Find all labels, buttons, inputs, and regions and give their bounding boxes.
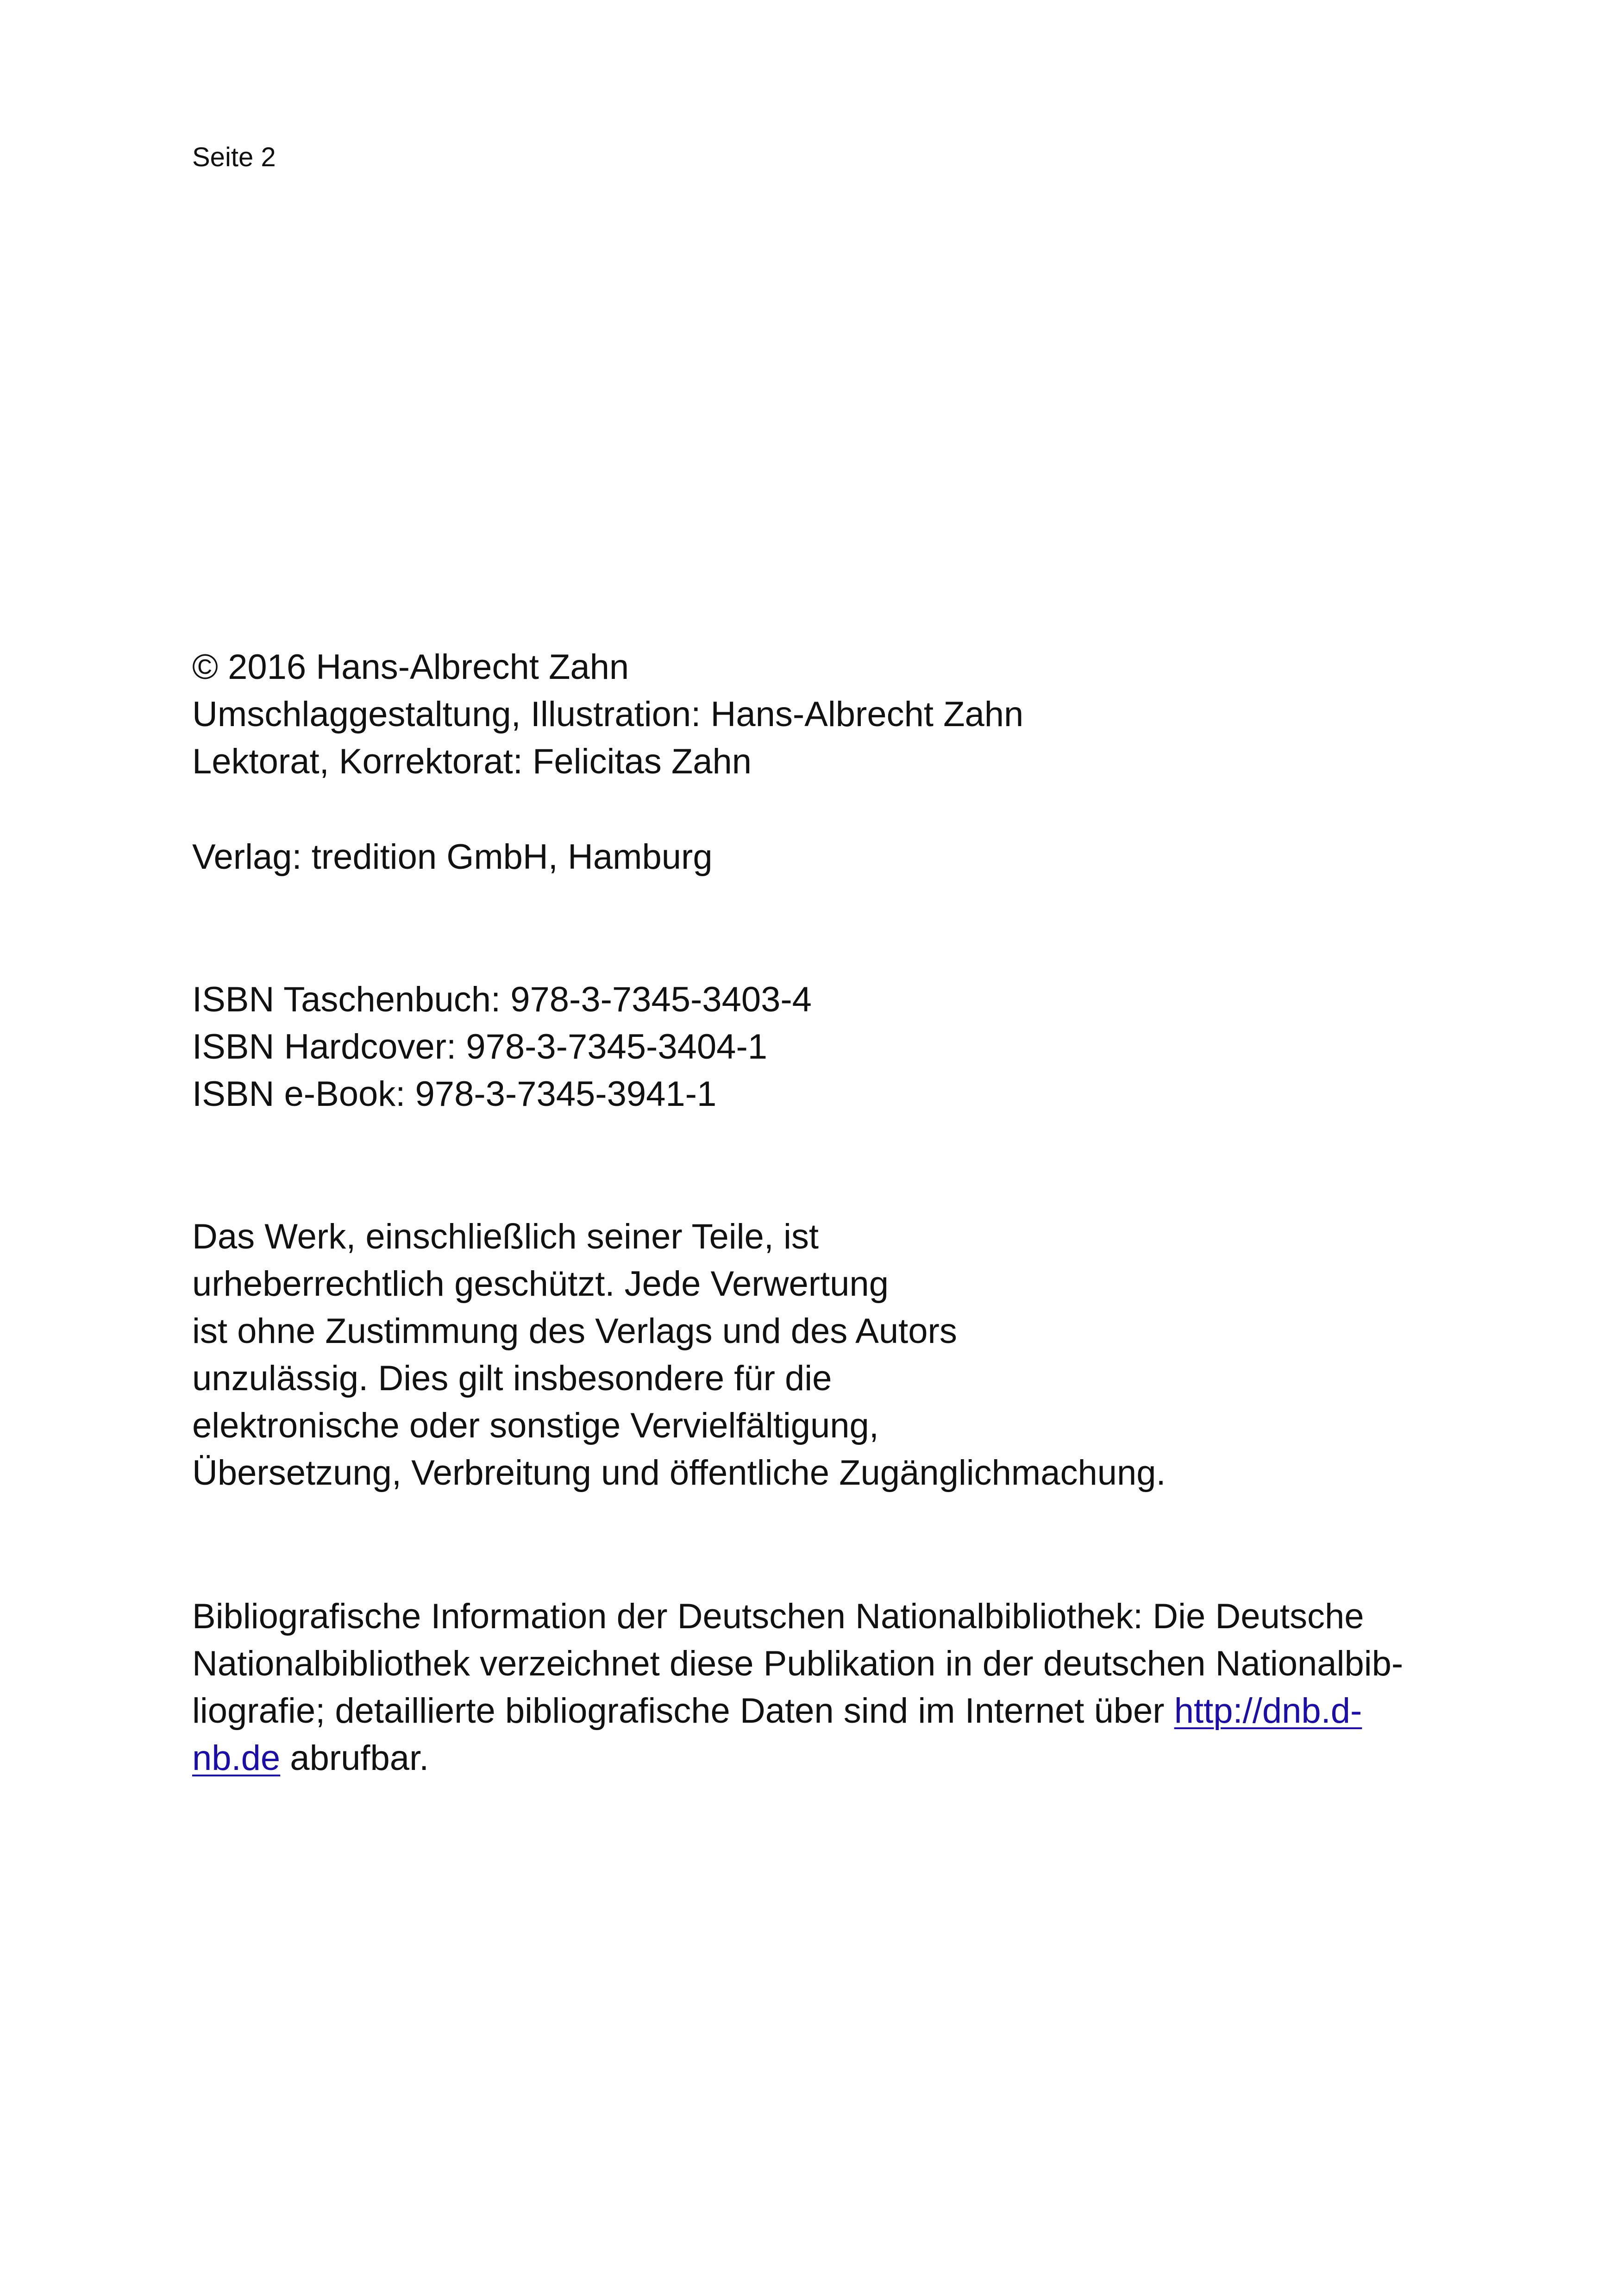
rights-line: ist ohne Zustimmung des Verlags und des Autors: [192, 1311, 957, 1351]
biblio-line: Nationalbibliothek verzeichnet diese Publikation in der deutschen Nationalbib-: [192, 1644, 1404, 1683]
page-number: Seite 2: [192, 142, 276, 172]
credits-block: [192, 644, 1023, 785]
dnb-link-continuation[interactable]: nb.de: [192, 1738, 281, 1778]
isbn-ebook: ISBN e-Book: 978-3-7345-3941-1: [192, 1074, 717, 1114]
biblio-line-with-link: [192, 1735, 1403, 1782]
editing-line: Lektorat, Korrektorat: Felicitas Zahn: [192, 742, 752, 781]
biblio-line: Bibliografische Information der Deutschen Nationalbibliothek: Die Deutsche: [192, 1597, 1364, 1636]
isbn-block: [192, 976, 812, 1118]
copyright-line: © 2016 Hans-Albrecht Zahn: [192, 647, 629, 687]
rights-line: Das Werk, einschließlich seiner Teile, ist: [192, 1217, 819, 1256]
bibliographic-info: [192, 1593, 1403, 1782]
biblio-text: abrufbar.: [280, 1738, 429, 1778]
rights-line: Übersetzung, Verbreitung und öffentliche Zugänglichmachung.: [192, 1453, 1166, 1493]
rights-line: urheberrechtlich geschützt. Jede Verwertung: [192, 1264, 889, 1304]
biblio-line-with-link: [192, 1687, 1403, 1735]
rights-line: unzulässig. Dies gilt insbesondere für die: [192, 1359, 832, 1398]
publisher-block: [192, 834, 713, 881]
dnb-link[interactable]: http://dnb.d-: [1174, 1691, 1362, 1731]
copyright-notice: [192, 1213, 1166, 1497]
cover-design-line: Umschlaggestaltung, Illustration: Hans-Albrecht Zahn: [192, 695, 1024, 734]
rights-line: elektronische oder sonstige Vervielfältigung,: [192, 1406, 879, 1445]
isbn-hardcover: ISBN Hardcover: 978-3-7345-3404-1: [192, 1027, 768, 1066]
publisher-line: Verlag: tredition GmbH, Hamburg: [192, 837, 713, 877]
isbn-paperback: ISBN Taschenbuch: 978-3-7345-3403-4: [192, 980, 812, 1019]
biblio-text: liografie; detaillierte bibliografische Daten sind im Internet über: [192, 1691, 1174, 1731]
